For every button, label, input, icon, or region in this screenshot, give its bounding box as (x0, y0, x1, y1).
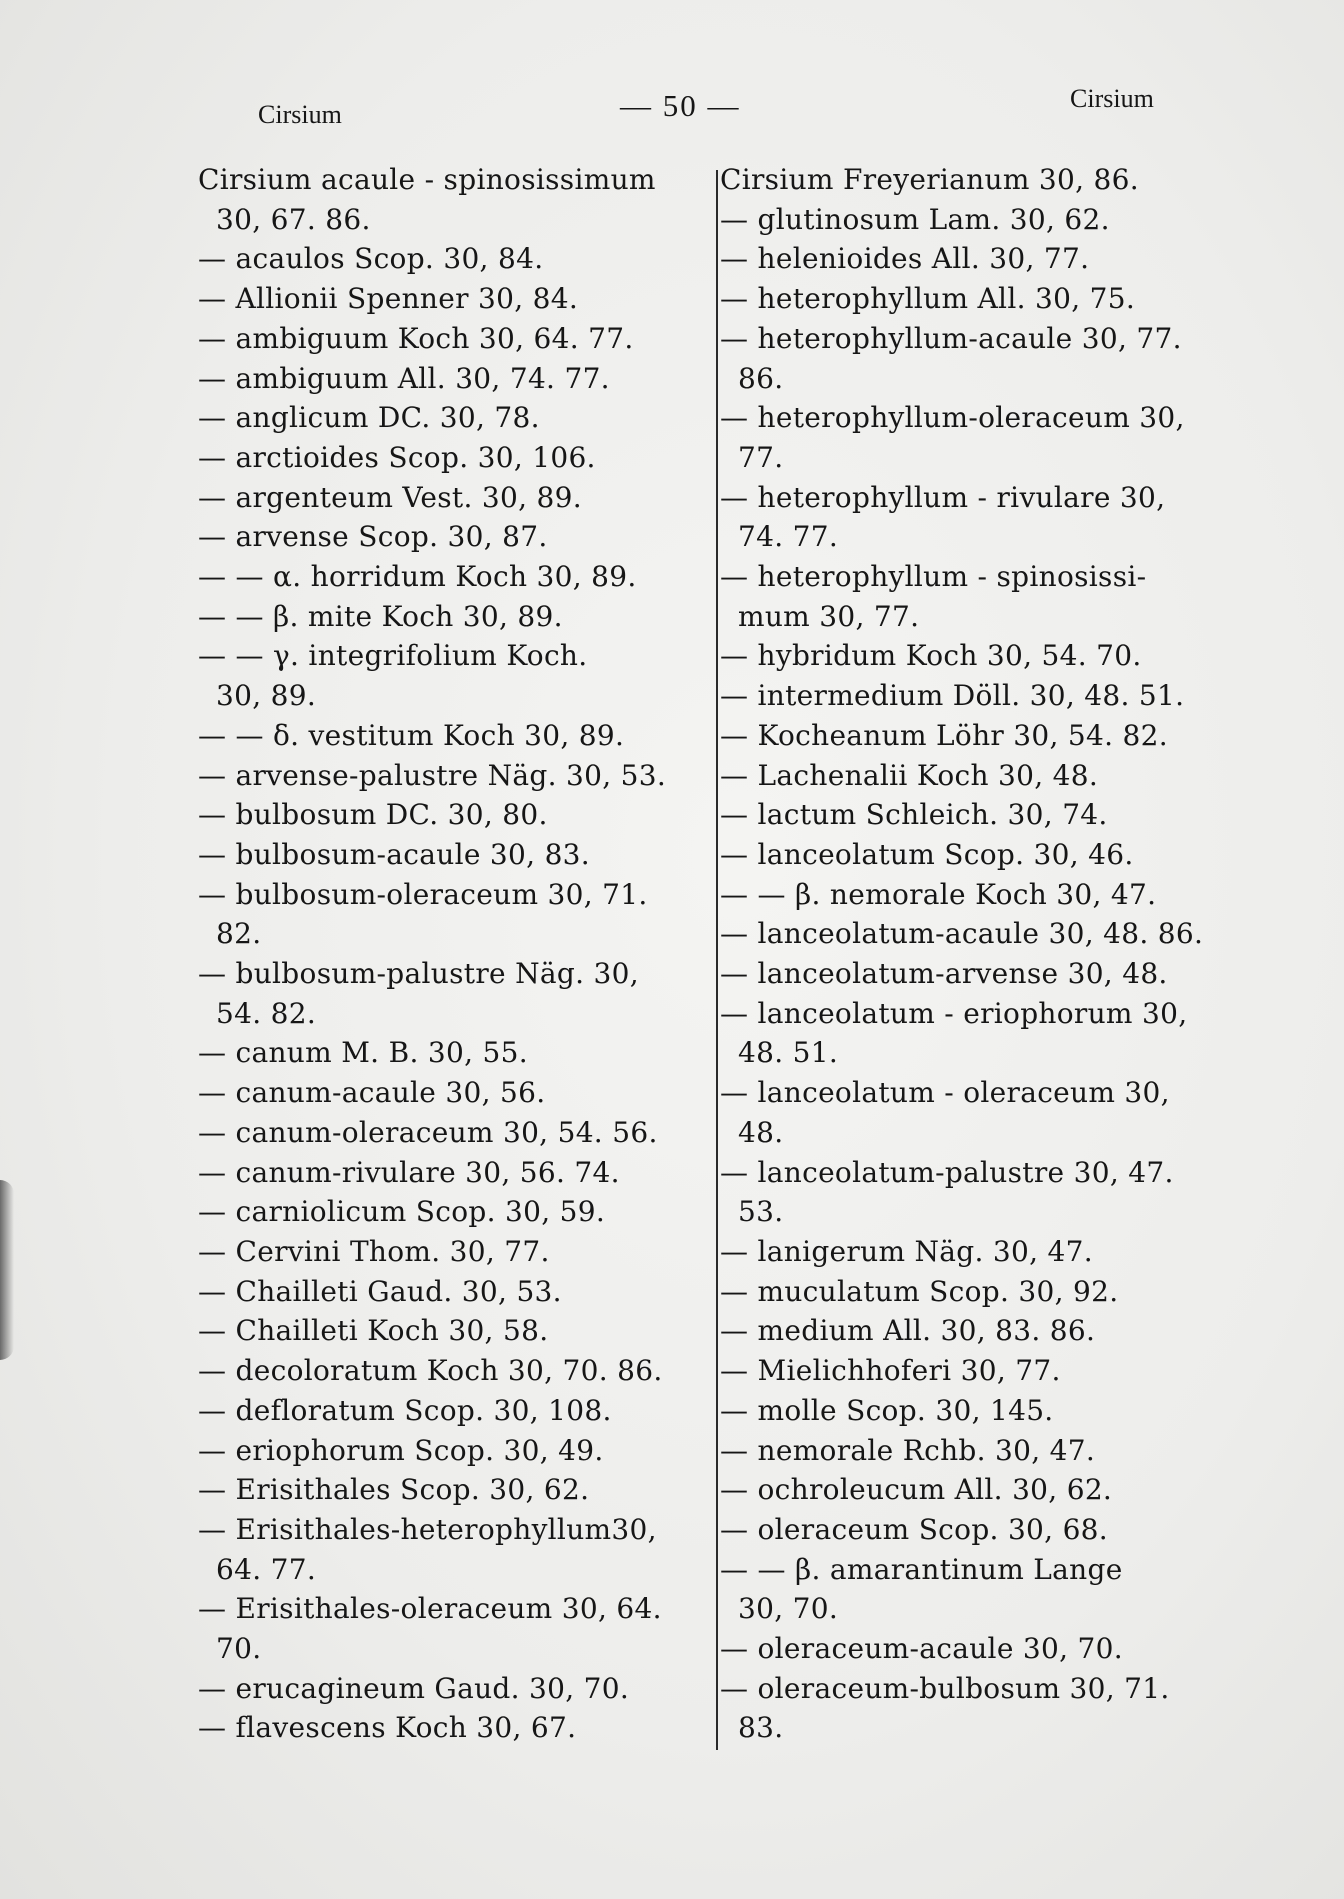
index-entry-line: — canum-rivulare 30, 56. 74. (198, 1155, 620, 1189)
index-entry-line: — canum-oleraceum 30, 54. 56. (198, 1115, 658, 1149)
index-entry-line: — lanceolatum-acaule 30, 48. 86. (720, 917, 1204, 951)
index-entry-line: — oleraceum-acaule 30, 70. (720, 1632, 1123, 1666)
index-entry-line: — argenteum Vest. 30, 89. (198, 480, 582, 514)
index-entry-line: — carniolicum Scop. 30, 59. (198, 1195, 606, 1229)
index-entry-line: Cirsium Freyerianum 30, 86. (720, 163, 1139, 196)
index-entry-line: — lanceolatum-palustre 30, 47. (720, 1155, 1174, 1189)
header-left-word: Cirsium (258, 100, 342, 129)
index-entry-line: — lactum Schleich. 30, 74. (720, 798, 1108, 832)
column-divider (716, 170, 718, 1750)
index-entry-line: — arvense Scop. 30, 87. (198, 520, 548, 554)
index-entry-line: — lanceolatum Scop. 30, 46. (720, 837, 1134, 871)
index-entry-line: — — α. horridum Koch 30, 89. (198, 560, 637, 594)
index-entry-line: — oleraceum-bulbosum 30, 71. (720, 1671, 1170, 1705)
index-entry-line: 83. (738, 1711, 784, 1745)
index-entry-line: 30, 70. (738, 1592, 839, 1626)
index-entry-line: — Mielichhoferi 30, 77. (720, 1354, 1061, 1388)
index-entry-line: — glutinosum Lam. 30, 62. (720, 202, 1110, 236)
index-entry-line: — — β. nemorale Koch 30, 47. (720, 877, 1157, 911)
index-entry-line: 74. 77. (738, 520, 839, 554)
index-entry-line: 77. (738, 440, 784, 474)
index-entry-line: — molle Scop. 30, 145. (720, 1393, 1054, 1427)
index-entry-line: — Erisithales Scop. 30, 62. (198, 1473, 590, 1507)
index-entry-line: — bulbosum-palustre Näg. 30, (198, 957, 639, 991)
index-entry-line: — anglicum DC. 30, 78. (198, 401, 540, 435)
index-entry-line: — lanigerum Näg. 30, 47. (720, 1234, 1093, 1268)
page-edge-shadow (0, 1180, 14, 1360)
index-entry-line: — erucagineum Gaud. 30, 70. (198, 1671, 630, 1705)
index-entry-line: — heterophyllum - rivulare 30, (720, 480, 1166, 514)
index-entry-line: — lanceolatum - eriophorum 30, (720, 996, 1188, 1030)
index-entry-line: 48. 51. (738, 1036, 839, 1070)
index-entry-line: — intermedium Döll. 30, 48. 51. (720, 679, 1185, 713)
index-entry-line: — decoloratum Koch 30, 70. 86. (198, 1354, 663, 1388)
index-entry-line: — bulbosum-oleraceum 30, 71. (198, 877, 648, 911)
index-entry-line: — lanceolatum - oleraceum 30, (720, 1076, 1170, 1110)
index-entry-line: — hybridum Koch 30, 54. 70. (720, 639, 1142, 673)
index-column-right (720, 160, 1260, 1748)
index-entry-line: — Allionii Spenner 30, 84. (198, 282, 579, 316)
index-column-left (198, 160, 718, 1748)
index-entry-line: — Erisithales-heterophyllum30, (198, 1512, 657, 1546)
index-entry-line: — arvense-palustre Näg. 30, 53. (198, 758, 667, 792)
index-entry-line: — medium All. 30, 83. 86. (720, 1314, 1096, 1348)
index-entry-line: — Erisithales-oleraceum 30, 64. (198, 1592, 662, 1626)
index-entry-line: — heterophyllum-oleraceum 30, (720, 401, 1185, 435)
index-entry-line: — acaulos Scop. 30, 84. (198, 242, 544, 276)
index-entry-line: 82. (216, 917, 262, 951)
index-entry-line: — Cervini Thom. 30, 77. (198, 1234, 550, 1268)
index-entry-line: mum 30, 77. (738, 599, 920, 633)
index-entry-line: — — γ. integrifolium Koch. (198, 639, 588, 673)
index-entry-line: 86. (738, 361, 784, 395)
index-entry-line: 30, 89. (216, 679, 317, 713)
index-entry-line: — ambiguum All. 30, 74. 77. (198, 361, 610, 395)
index-entry-line: — lanceolatum-arvense 30, 48. (720, 957, 1168, 991)
index-entry-line: — Chailleti Gaud. 30, 53. (198, 1274, 562, 1308)
index-entry-line: — eriophorum Scop. 30, 49. (198, 1433, 604, 1467)
index-entry-line: — arctioides Scop. 30, 106. (198, 440, 596, 474)
header-right-word: Cirsium (1070, 84, 1154, 113)
index-entry-line: — flavescens Koch 30, 67. (198, 1711, 577, 1745)
index-entry-line: — defloratum Scop. 30, 108. (198, 1393, 612, 1427)
index-entry-line: — Chailleti Koch 30, 58. (198, 1314, 549, 1348)
index-entry-line: — Lachenalii Koch 30, 48. (720, 758, 1099, 792)
index-entry-line: — heterophyllum All. 30, 75. (720, 282, 1136, 316)
index-entry-line: — ochroleucum All. 30, 62. (720, 1473, 1113, 1507)
index-entry-line: — Kocheanum Löhr 30, 54. 82. (720, 718, 1168, 752)
index-entry-line: — nemorale Rchb. 30, 47. (720, 1433, 1096, 1467)
index-entry-line: 64. 77. (216, 1552, 317, 1586)
index-entry-line: — heterophyllum - spinosissi- (720, 560, 1147, 594)
index-entry-line: — — δ. vestitum Koch 30, 89. (198, 718, 625, 752)
index-entry-line: — — β. amarantinum Lange (720, 1552, 1123, 1586)
index-entry-line: — helenioides All. 30, 77. (720, 242, 1090, 276)
index-entry-line: — bulbosum-acaule 30, 83. (198, 837, 590, 871)
index-entry-line: — canum M. B. 30, 55. (198, 1036, 528, 1070)
page-number: — 50 — (620, 88, 741, 123)
index-entry-line: — ambiguum Koch 30, 64. 77. (198, 321, 634, 355)
index-entry-line: — — β. mite Koch 30, 89. (198, 599, 563, 633)
index-entry-line: 70. (216, 1632, 262, 1666)
index-entry-line: — canum-acaule 30, 56. (198, 1076, 546, 1110)
index-entry-line: — muculatum Scop. 30, 92. (720, 1274, 1119, 1308)
index-entry-line: — bulbosum DC. 30, 80. (198, 798, 548, 832)
index-entry-line: 48. (738, 1115, 784, 1149)
index-entry-line: — heterophyllum-acaule 30, 77. (720, 321, 1182, 355)
index-entry-line: 54. 82. (216, 996, 317, 1030)
index-entry-line: 30, 67. 86. (216, 202, 371, 236)
index-entry-line: Cirsium acaule - spinosissimum (198, 163, 656, 196)
index-entry-line: 53. (738, 1195, 784, 1229)
index-entry-line: — oleraceum Scop. 30, 68. (720, 1512, 1109, 1546)
running-header (0, 84, 1344, 138)
